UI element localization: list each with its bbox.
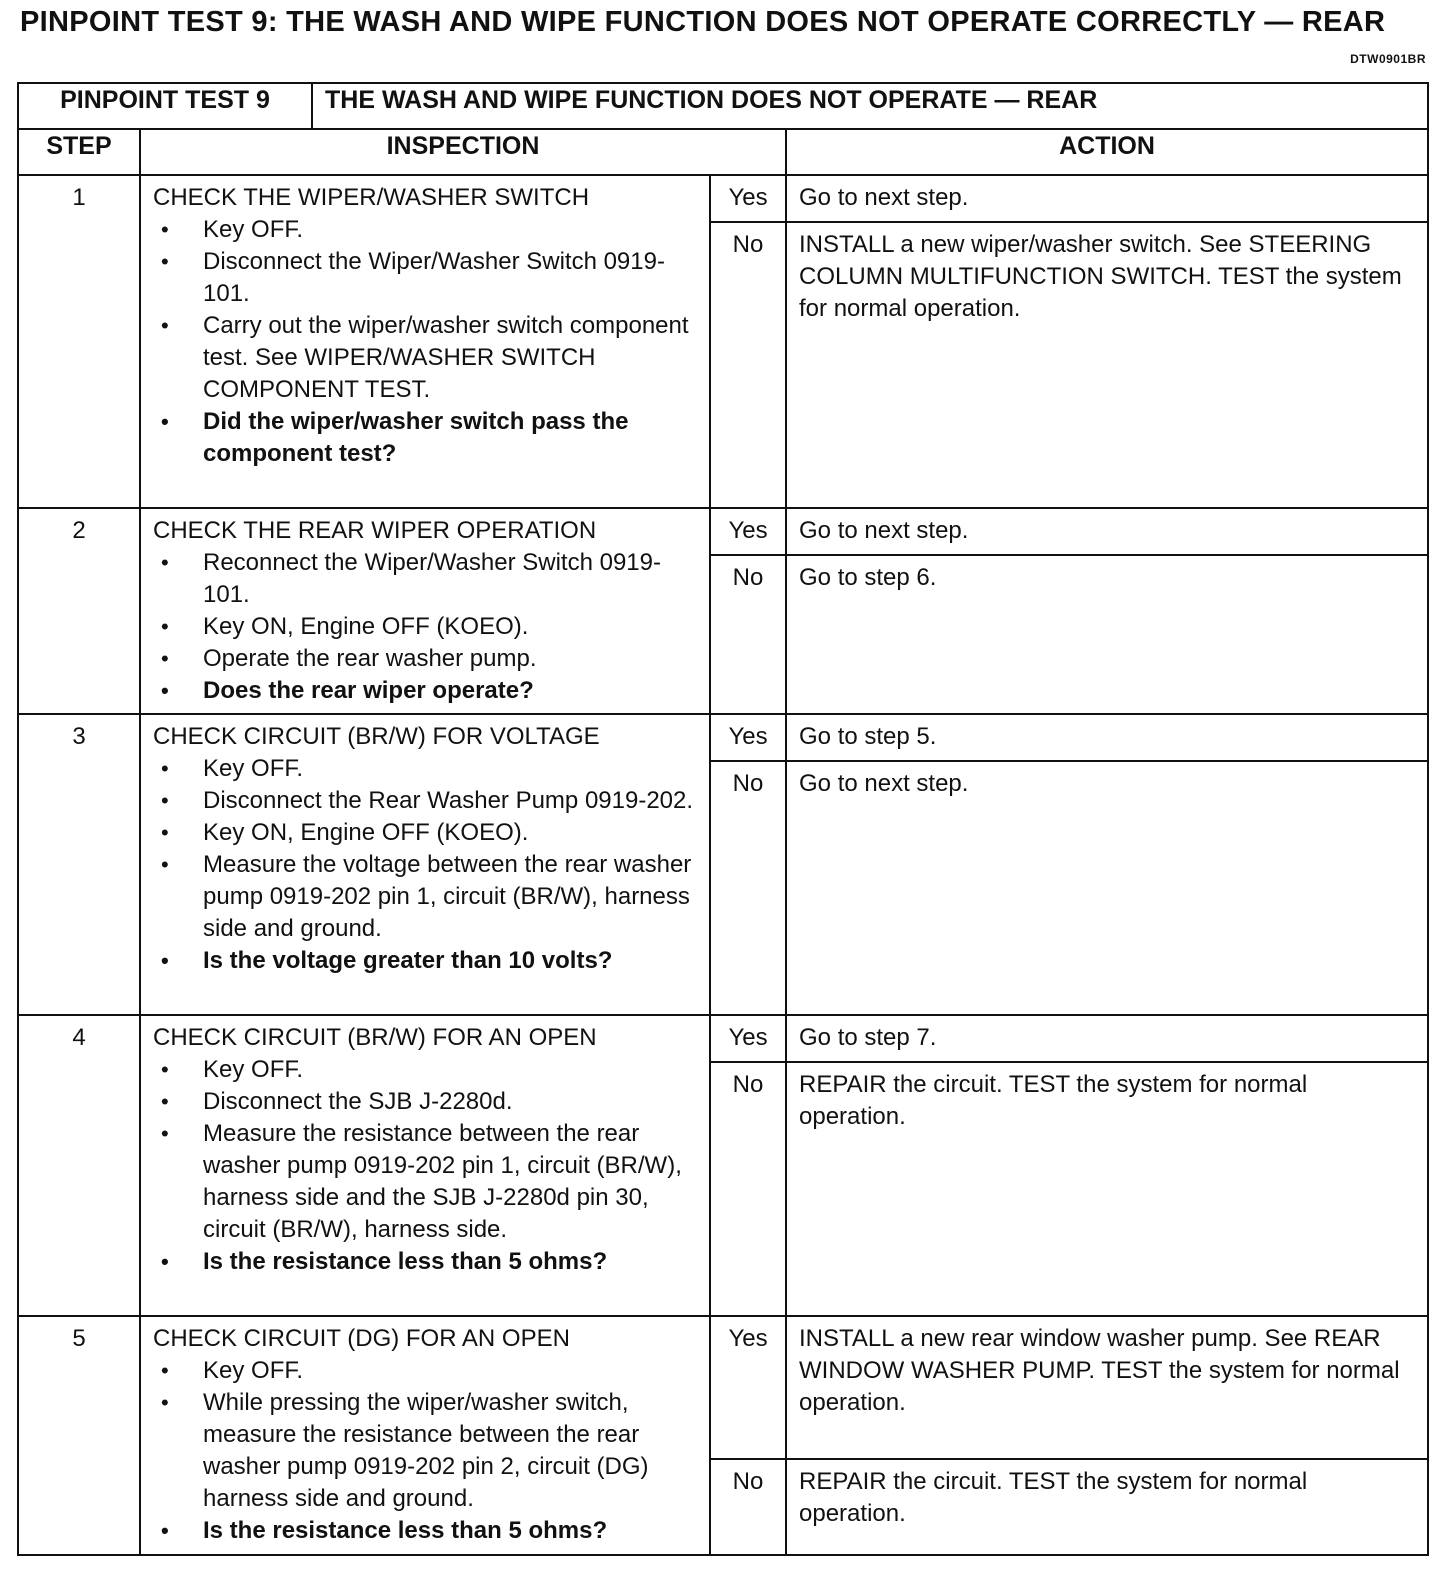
inspection-bullets [153,1054,697,1278]
step-row-yes [18,714,1428,761]
steps-body [18,175,1428,1555]
inspection-bullets [153,1355,697,1547]
step-column-header: STEP [18,129,140,175]
test-description: THE WASH AND WIPE FUNCTION DOES NOT OPERATE — REAR [312,83,1428,129]
no-label: No [710,1459,786,1555]
no-action: REPAIR the circuit. TEST the system for normal operation. [786,1062,1428,1316]
inspection-bullet: • Key OFF. [203,753,697,785]
inspection-bullets [153,547,697,707]
yes-label: Yes [710,508,786,555]
inspection-bullet: • Disconnect the SJB J-2280d. [203,1086,697,1118]
inspection-bullet: • Key ON, Engine OFF (KOEO). [203,817,697,849]
inspection-title: CHECK CIRCUIT (DG) FOR AN OPEN [153,1325,570,1352]
document-code: DTW0901BR [1350,52,1426,66]
inspection-bullet: • Reconnect the Wiper/Washer Switch 0919-101. [203,547,697,611]
yes-label: Yes [710,175,786,222]
no-action: Go to step 6. [786,555,1428,714]
yes-action: INSTALL a new rear window washer pump. See REAR WINDOW WASHER PUMP. TEST the system for normal operation. [786,1316,1428,1459]
inspection-bullet: • Disconnect the Rear Washer Pump 0919-202. [203,785,697,817]
inspection-bullet: • Disconnect the Wiper/Washer Switch 0919-101. [203,246,697,310]
inspection-bullet: • Operate the rear washer pump. [203,643,697,675]
step-number: 5 [18,1316,140,1555]
inspection-question: • Is the resistance less than 5 ohms? [203,1246,697,1278]
no-action: INSTALL a new wiper/washer switch. See STEERING COLUMN MULTIFUNCTION SWITCH. TEST the system for normal operation. [786,222,1428,508]
inspection-cell [140,714,710,1015]
yes-label: Yes [710,1316,786,1459]
step-number: 1 [18,175,140,508]
inspection-cell [140,1015,710,1316]
yes-action: Go to step 7. [786,1015,1428,1062]
step-row-yes [18,175,1428,222]
inspection-title: CHECK CIRCUIT (BR/W) FOR VOLTAGE [153,723,600,750]
inspection-bullet: • Key ON, Engine OFF (KOEO). [203,611,697,643]
yes-label: Yes [710,714,786,761]
step-row-yes [18,1015,1428,1062]
no-action: Go to next step. [786,761,1428,1015]
inspection-bullet: • Key OFF. [203,1054,697,1086]
no-label: No [710,761,786,1015]
yes-label: Yes [710,1015,786,1062]
inspection-cell [140,175,710,508]
inspection-title: CHECK CIRCUIT (BR/W) FOR AN OPEN [153,1024,597,1051]
yes-action: Go to next step. [786,175,1428,222]
no-action: REPAIR the circuit. TEST the system for normal operation. [786,1459,1428,1555]
step-number: 3 [18,714,140,1015]
inspection-bullet: • While pressing the wiper/washer switch, measure the resistance between the rear washer pump 0919-202 pin 2, circuit (DG) harness side and ground. [203,1387,697,1515]
inspection-bullet: • Measure the resistance between the rear washer pump 0919-202 pin 1, circuit (BR/W), harness side and the SJB J-2280d pin 30, circuit (BR/W), harness side. [203,1118,697,1246]
inspection-bullets [153,214,697,470]
no-label: No [710,222,786,508]
action-column-header: ACTION [786,129,1428,175]
test-label: PINPOINT TEST 9 [18,83,312,129]
pinpoint-test-table [17,82,1429,1556]
inspection-column-header: INSPECTION [140,129,786,175]
step-number: 4 [18,1015,140,1316]
no-label: No [710,555,786,714]
inspection-bullets [153,753,697,977]
inspection-title: CHECK THE REAR WIPER OPERATION [153,517,597,544]
inspection-bullet: • Key OFF. [203,214,697,246]
document-title: PINPOINT TEST 9: THE WASH AND WIPE FUNCTION DOES NOT OPERATE CORRECTLY — REAR [20,6,1386,38]
no-label: No [710,1062,786,1316]
yes-action: Go to step 5. [786,714,1428,761]
inspection-cell [140,1316,710,1555]
inspection-question: • Does the rear wiper operate? [203,675,697,707]
inspection-question: • Is the resistance less than 5 ohms? [203,1515,697,1547]
step-row-yes [18,1316,1428,1459]
step-number: 2 [18,508,140,714]
inspection-cell [140,508,710,714]
inspection-title: CHECK THE WIPER/WASHER SWITCH [153,184,590,211]
step-row-yes [18,508,1428,555]
inspection-question: • Is the voltage greater than 10 volts? [203,945,697,977]
inspection-question: • Did the wiper/washer switch pass the component test? [203,406,697,470]
inspection-bullet: • Measure the voltage between the rear washer pump 0919-202 pin 1, circuit (BR/W), harness side and ground. [203,849,697,945]
yes-action: Go to next step. [786,508,1428,555]
test-header-row [18,83,1428,129]
column-header-row [18,129,1428,175]
inspection-bullet: • Carry out the wiper/washer switch component test. See WIPER/WASHER SWITCH COMPONENT TEST. [203,310,697,406]
inspection-bullet: • Key OFF. [203,1355,697,1387]
